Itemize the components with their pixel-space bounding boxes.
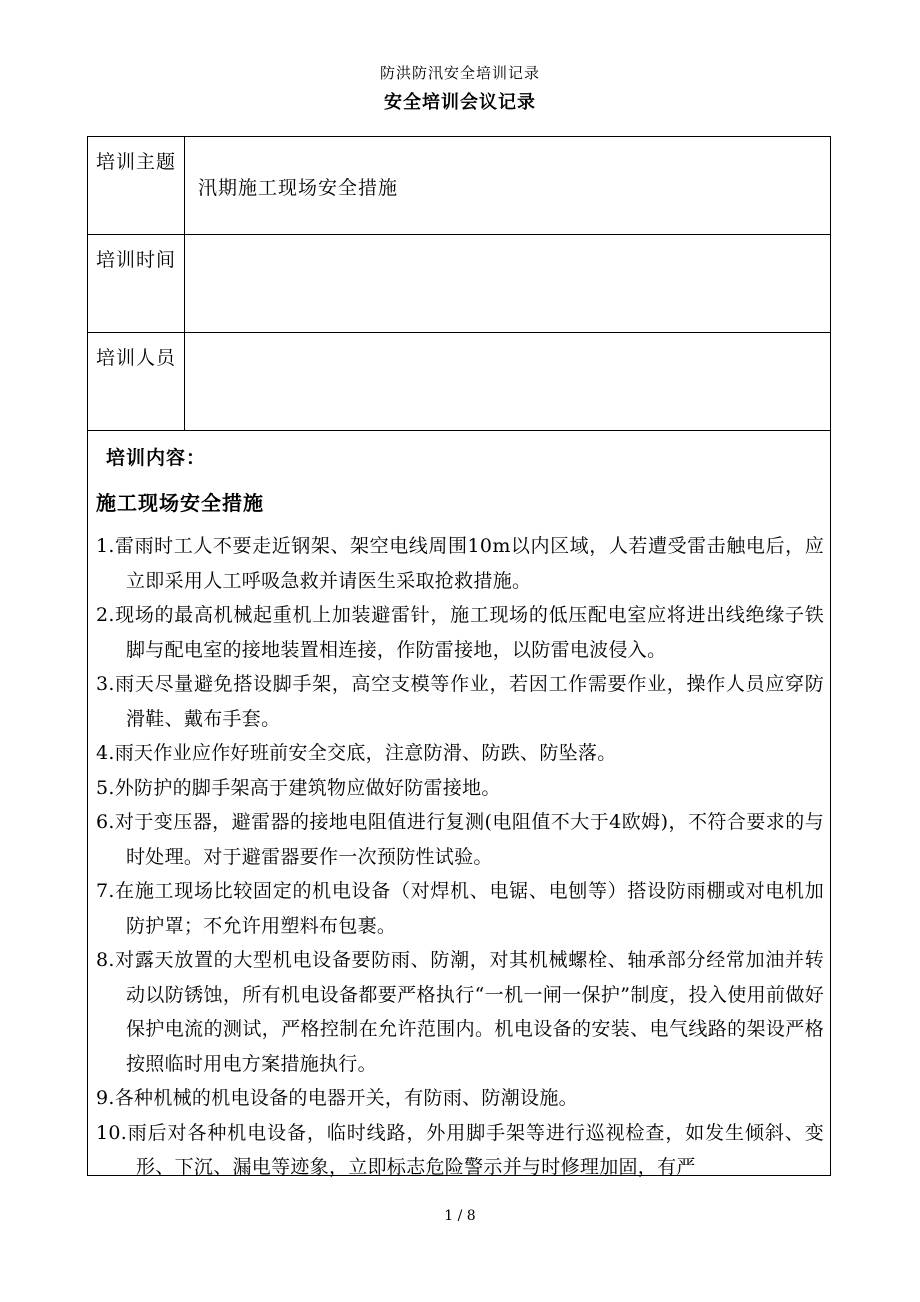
list-item: 2.现场的最高机械起重机上加装避雷针，施工现场的低压配电室应将进出线绝缘子铁脚与配电室的接地装置相连接，作防雷接地，以防雷电波侵入。 (96, 604, 824, 661)
measure-list (96, 529, 824, 1185)
topic-value: 汛期施工现场安全措施 (198, 177, 399, 199)
list-item: 9.各种机械的机电设备的电器开关，有防雨、防潮设施。 (96, 1087, 578, 1109)
topic-label: 培训主题 (88, 137, 185, 234)
content-heading: 培训内容： (106, 447, 207, 469)
page-number: 1 / 8 (444, 1208, 476, 1224)
list-item: 8.对露天放置的大型机电设备要防雨、防潮，对其机械螺栓、轴承部分经常加油并转动以防锈蚀，所有机电设备都要严格执行“一机一闸一保护”制度，投入使用前做好保护电流的测试，严格控制在允许范围内。机电设备的安装、电气线路的架设严格按照临时用电方案措施执行。 (96, 949, 824, 1075)
list-item: 5.外防护的脚手架高于建筑物应做好防雷接地。 (96, 776, 501, 799)
people-label: 培训人员 (88, 333, 185, 430)
list-item: 6.对于变压器，避雷器的接地电阻值进行复测(电阻值不大于4欧姆)，不符合要求的与时处理。对于避雷器要作一次预防性试验。 (96, 811, 824, 868)
list-item: 7.在施工现场比较固定的机电设备（对焊机、电锯、电刨等）搭设防雨棚或对电机加防护罩；不允许用塑料布包裹。 (96, 880, 824, 937)
section-title: 施工现场安全措施 (96, 491, 264, 515)
list-item: 4.雨天作业应作好班前安全交底，注意防滑、防跌、防坠落。 (96, 742, 617, 764)
topic-row (88, 137, 830, 235)
list-item: 10.雨后对各种机电设备，临时线路，外用脚手架等进行巡视检查，如发生倾斜、变形、下沉、漏电等迹象，立即标志危险警示并与时修理加固，有严 (96, 1121, 824, 1178)
document-title: 安全培训会议记录 (384, 92, 536, 113)
document-header: 防洪防汛安全培训记录 (379, 64, 540, 82)
time-row (88, 235, 830, 333)
people-row (88, 333, 830, 431)
list-item: 1.雷雨时工人不要走近钢架、架空电线周围10m以内区域，人若遭受雷击触电后，应立即采用人工呼吸急救并请医生采取抢救措施。 (96, 535, 824, 592)
time-label: 培训时间 (88, 235, 185, 332)
list-item: 3.雨天尽量避免搭设脚手架，高空支模等作业，若因工作需要作业，操作人员应穿防滑鞋、戴布手套。 (96, 673, 824, 730)
training-record-form (87, 136, 831, 1176)
